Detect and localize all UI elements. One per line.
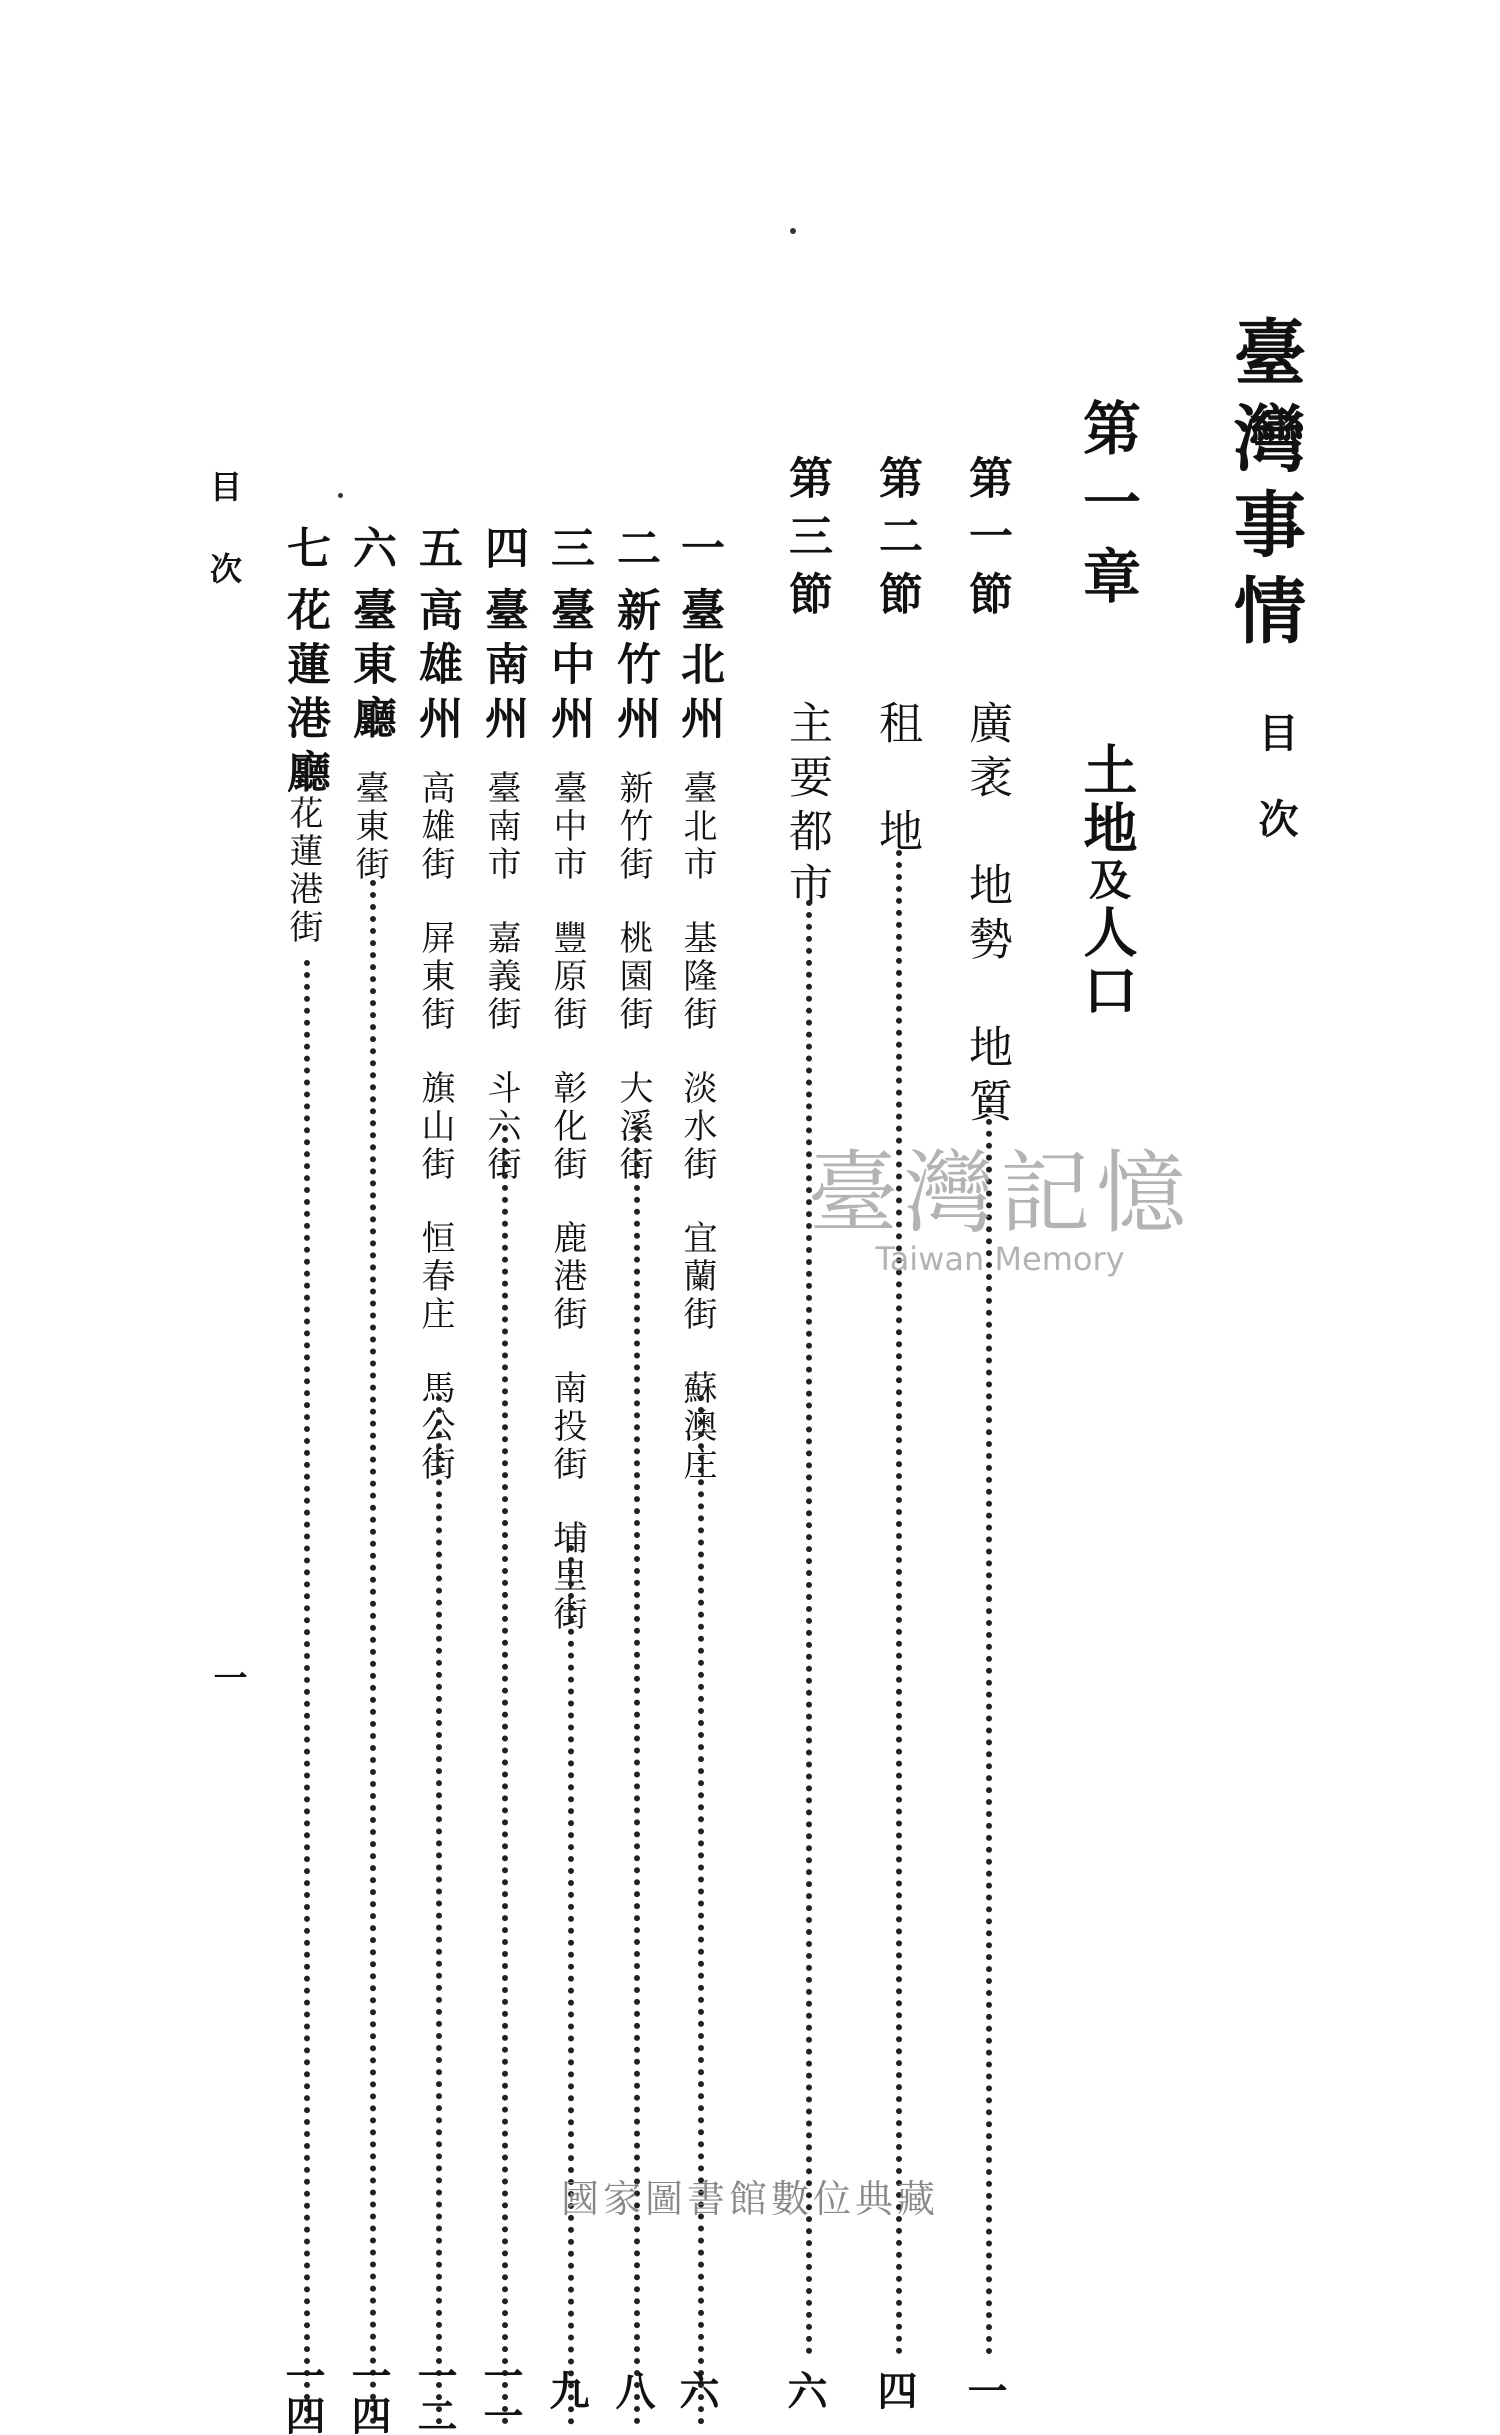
prefecture-number: 一 [673, 525, 724, 583]
town-name: 臺東街 [349, 770, 389, 884]
town-name: 新竹街 [613, 770, 653, 884]
section-title: 廣袤 地勢 地質 [961, 700, 1012, 1132]
prefecture-page-number: 一四 [279, 2355, 326, 2435]
town-list [283, 795, 323, 983]
prefecture-number: 三 [543, 525, 594, 583]
prefecture-page-number: 六 [673, 2370, 720, 2410]
town-name: 大溪街 [613, 1070, 653, 1184]
chapter-number: 第一章 [1073, 398, 1141, 620]
prefecture-name: 臺中州 [543, 587, 594, 749]
town-list [415, 770, 455, 1520]
town-name: 蘇澳庄 [677, 1370, 717, 1484]
prefecture-name: 高雄州 [411, 587, 462, 749]
running-head: 目次 [205, 470, 243, 634]
prefecture-number: 四 [477, 525, 528, 583]
section-label: 第一節 [961, 455, 1012, 629]
prefecture-number: 二 [609, 525, 660, 583]
section-page-number: 六 [781, 2370, 828, 2410]
town-list [677, 770, 717, 1520]
watermark-english: Taiwan Memory [875, 1240, 1125, 1278]
dot-leader [698, 1395, 704, 2425]
town-list [481, 770, 521, 1220]
prefecture-number: 五 [411, 525, 462, 583]
dot-leader [436, 1395, 442, 2425]
town-name: 斗六街 [481, 1070, 521, 1184]
prefecture-name: 臺北州 [673, 587, 724, 749]
book-subtitle: 目次 [1252, 712, 1299, 884]
town-name: 臺北市 [677, 770, 717, 884]
section-label: 第二節 [871, 455, 922, 629]
section-label: 第三節 [781, 455, 832, 629]
town-name: 恒春庄 [415, 1220, 455, 1334]
town-name: 高雄街 [415, 770, 455, 884]
prefecture-page-number: 九 [543, 2370, 590, 2410]
dot-leader [634, 1125, 640, 2425]
chapter-title [1075, 742, 1139, 1020]
town-name: 馬公街 [415, 1370, 455, 1484]
town-name: 屏東街 [415, 920, 455, 1034]
town-name: 豐原街 [547, 920, 587, 1034]
scan-speck [790, 228, 796, 234]
dot-leader [986, 1095, 992, 2355]
town-name: 淡水街 [677, 1070, 717, 1184]
prefecture-page-number: 一四 [345, 2355, 392, 2435]
prefecture-name: 花蓮港廳 [279, 587, 330, 803]
town-name: 南投街 [547, 1370, 587, 1484]
folio-number: 一 [207, 1660, 247, 1694]
town-list [349, 770, 389, 920]
watermark-chinese: 臺灣記憶 [808, 1141, 1192, 1246]
prefecture-number: 六 [345, 525, 396, 583]
prefecture-name: 臺南州 [477, 587, 528, 749]
section-page-number: 一 [961, 2370, 1008, 2410]
chapter-title-rest: 人口 [1075, 904, 1139, 1020]
archive-footer: 國家圖書館數位典藏 [560, 2177, 939, 2221]
prefecture-name: 新竹州 [609, 587, 660, 749]
prefecture-page-number: 一二 [411, 2355, 458, 2435]
prefecture-number: 七 [279, 525, 330, 583]
chapter-title-main: 土地 [1075, 742, 1139, 858]
town-name: 臺南市 [481, 770, 521, 884]
section-page-number: 四 [871, 2370, 918, 2410]
town-name: 花蓮港街 [283, 795, 323, 947]
town-name: 埔里街 [547, 1520, 587, 1634]
town-name: 嘉義街 [481, 920, 521, 1034]
town-name: 鹿港街 [547, 1220, 587, 1334]
prefecture-name: 臺東廳 [345, 587, 396, 749]
section-title: 租 地 [871, 700, 922, 862]
scan-speck [338, 493, 343, 498]
town-name: 基隆街 [677, 920, 717, 1034]
dot-leader [806, 900, 812, 2355]
chapter-title-conjunction: 及 [1083, 858, 1132, 904]
dot-leader [502, 1125, 508, 2425]
prefecture-page-number: 一一 [477, 2355, 524, 2435]
town-name: 宜蘭街 [677, 1220, 717, 1334]
town-name: 桃園街 [613, 920, 653, 1034]
dot-leader [568, 1545, 574, 2425]
town-name: 旗山街 [415, 1070, 455, 1184]
section-title: 主要都市 [781, 700, 832, 916]
town-list [547, 770, 587, 1670]
town-list [613, 770, 653, 1220]
prefecture-page-number: 八 [609, 2370, 656, 2410]
book-title: 臺灣事情 [1222, 315, 1307, 659]
dot-leader [896, 850, 902, 2355]
watermark [780, 1120, 1220, 1278]
town-name: 彰化街 [547, 1070, 587, 1184]
town-name: 臺中市 [547, 770, 587, 884]
